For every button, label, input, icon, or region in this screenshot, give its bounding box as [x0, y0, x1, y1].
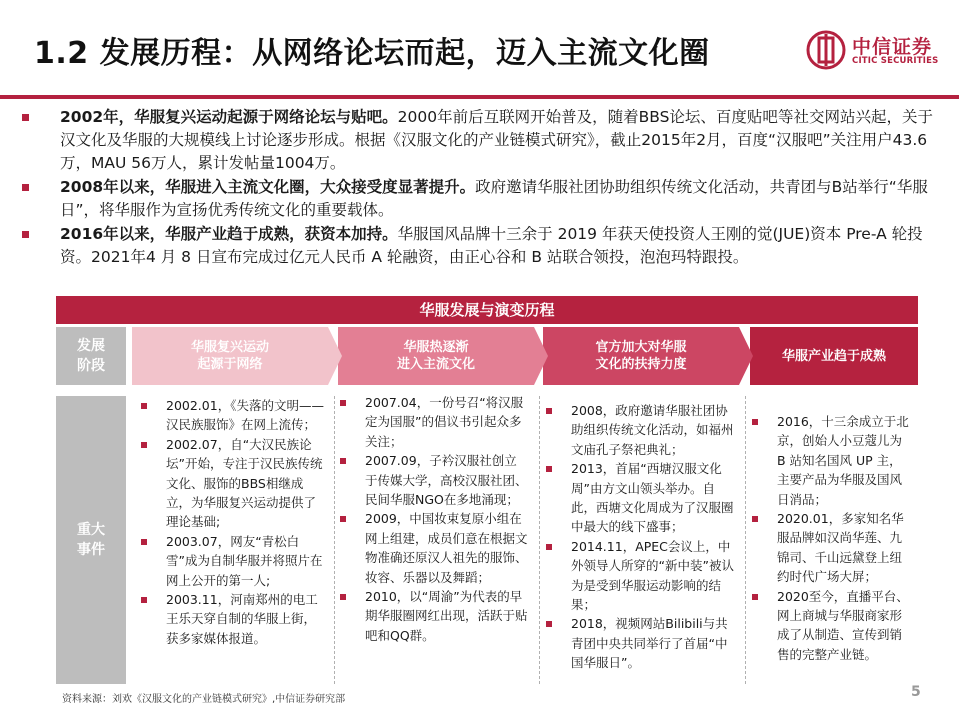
event-item [340, 451, 529, 509]
bullet-square-icon [340, 594, 346, 600]
bullet-square-icon [546, 466, 552, 472]
bullet-heading: 2002年，华服复兴运动起源于网络论坛与贴吧。 [60, 108, 398, 126]
bullet-square-icon [22, 184, 29, 191]
event-item [546, 537, 738, 615]
bullet-square-icon [546, 544, 552, 550]
phase-1-line1: 华服复兴运动 [190, 340, 269, 355]
column-divider [745, 396, 746, 684]
event-text: 2002.07，自“大汉民族论坛”开始，专注于汉民族传统文化、服饰的BBS相继成立，为华服复兴运动提供了理论基础; [166, 436, 323, 530]
event-text: 2020至今，直播平台、网上商城与华服商家形成了从制造、宣传到销售的完整产业链。 [777, 588, 909, 662]
page-title: 1.2 发展历程：从网络论坛而起，迈入主流文化圈 [34, 36, 710, 71]
citic-logo [806, 30, 946, 70]
column-divider [539, 396, 540, 684]
bullet-text: 政府邀请华服社团协助组织传统文化活动，共青团与B站举行“华服日”，将华服作为宣扬优秀传统文化的重要载体。 [60, 178, 928, 219]
bullet-square-icon [141, 403, 147, 409]
events-column-3 [546, 401, 738, 673]
event-item [340, 509, 529, 587]
event-text: 2014.11，APEC会议上，中外领导人所穿的“新中装”被认为是受到华服运动影响的结果； [571, 538, 734, 613]
bullet-text: 华服国风品牌十三余于 2019 年获天使投资人王刚的觉(JUE)资本 Pre-A 轮投资。2021年4 月 8 日宣布完成过亿元人民币 A 轮融资，由正心谷和 B 站联合领投，泡泡玛特跟投。 [60, 225, 923, 266]
phase-2 [338, 327, 534, 385]
bullet-text: 2000年前后互联网开始普及，随着BBS论坛、百度贴吧等社交网站兴起，关于汉文化及华服的大规模线上讨论逐步形成。根据《汉服文化的产业链模式研究》，截止2015年2月，百度“汉服吧”关注用户43.6万，MAU 56万人，累计发帖量1004万。 [60, 108, 933, 172]
bullet-square-icon [141, 597, 147, 603]
event-item [752, 412, 912, 509]
event-item [141, 396, 327, 435]
bullet-square-icon [752, 419, 758, 425]
event-item [546, 401, 738, 459]
logo-text-en: CITIC SECURITIES [852, 56, 939, 66]
row-label-stage [56, 327, 126, 385]
bullet-heading: 2008年以来，华服进入主流文化圈，大众接受度显著提升。 [60, 178, 476, 196]
row-label-stage-text: 发展阶段 [77, 338, 105, 374]
bullet-item [22, 223, 942, 269]
phase-2-line1: 华服热逐渐 [403, 340, 469, 355]
citic-logo-icon [806, 30, 846, 70]
phase-1 [132, 327, 328, 385]
phase-3-line2: 文化的扶持力度 [595, 357, 687, 372]
event-text: 2008，政府邀请华服社团协助组织传统文化活动，如福州文庙孔子祭祀典礼； [571, 403, 734, 457]
event-text: 2003.07，网友“青松白雪”成为自制华服并将照片在网上公开的第一人; [166, 533, 323, 588]
logo-text-cn: 中信证券 [852, 36, 933, 58]
event-item [141, 532, 327, 590]
bullet-square-icon [340, 516, 346, 522]
events-column-1 [141, 396, 327, 648]
phase-4 [750, 327, 918, 385]
bullet-square-icon [22, 231, 29, 238]
chart-title: 华服发展与演变历程 [56, 296, 918, 324]
bullet-square-icon [340, 400, 346, 406]
bullet-square-icon [141, 539, 147, 545]
events-column-4 [752, 412, 912, 664]
event-item [546, 614, 738, 672]
event-text: 2013，首届“西塘汉服文化周”由方文山领头举办。自此，西塘文化周成为了汉服圈中最大的线下盛事； [571, 461, 734, 535]
event-item [752, 509, 912, 587]
source-note: 资料来源：刘欢《汉服文化的产业链模式研究》,中信证券研究部 [62, 694, 346, 705]
event-item [340, 587, 529, 645]
bullet-square-icon [752, 594, 758, 600]
phase-1-line2: 起源于网络 [197, 357, 263, 372]
phase-4-line1: 华服产业趋于成熟 [781, 348, 886, 364]
phase-3-line1: 官方加大对华服 [595, 340, 687, 355]
page-number: 5 [911, 684, 921, 700]
row-label-events [56, 396, 126, 684]
phase-3 [543, 327, 739, 385]
event-item [752, 587, 912, 665]
events-column-2 [340, 393, 529, 645]
event-item [141, 590, 327, 648]
title-divider [0, 95, 959, 99]
event-text: 2018，视频网站Bilibili与共青团中央共同举行了首届“中国华服日”。 [571, 616, 728, 671]
event-text: 2007.09，子衿汉服社创立于传媒大学，高校汉服社团、民间华服NGO在多地涌现； [365, 453, 528, 508]
event-text: 2003.11，河南郑州的电工王乐天穿自制的华服上街，获多家媒体报道。 [166, 592, 318, 646]
column-divider [334, 396, 335, 684]
event-item [340, 393, 529, 451]
event-item [546, 459, 738, 537]
bullet-list [22, 106, 942, 270]
bullet-square-icon [340, 458, 346, 464]
event-text: 2020.01，多家知名华服品牌如汉尚华莲、九锦司、千山远黛登上纽约时代广场大屏； [777, 511, 904, 585]
title-bar [0, 0, 959, 95]
event-text: 2009，中国妆束复原小组在网上组建，成员们意在根据文物准确还原汉人祖先的服饰、妆容、乐器以及舞蹈； [365, 511, 528, 585]
event-text: 2007.04，一份号召“将汉服定为国服”的倡议书引起众多关注； [365, 395, 524, 449]
event-text: 2010，以“周渝”为代表的早期华服圈网红出现，活跃于贴吧和QQ群。 [365, 589, 528, 643]
bullet-heading: 2016年以来，华服产业趋于成熟，获资本加持。 [60, 225, 398, 243]
phase-2-line2: 进入主流文化 [396, 357, 475, 372]
bullet-square-icon [546, 621, 552, 627]
bullet-square-icon [22, 114, 29, 121]
row-label-events-text: 重大事件 [77, 522, 105, 558]
bullet-item [22, 176, 942, 222]
event-text: 2016，十三余成立于北京，创始人小豆蔻儿为 B 站知名国风 UP 主，主要产品为华服及国风日消品； [777, 414, 909, 507]
bullet-item [22, 106, 942, 175]
bullet-square-icon [752, 516, 758, 522]
event-item [141, 435, 327, 532]
bullet-square-icon [546, 408, 552, 414]
bullet-square-icon [141, 442, 147, 448]
event-text: 2002.01，《失落的文明——汉民族服饰》在网上流传； [166, 398, 324, 433]
